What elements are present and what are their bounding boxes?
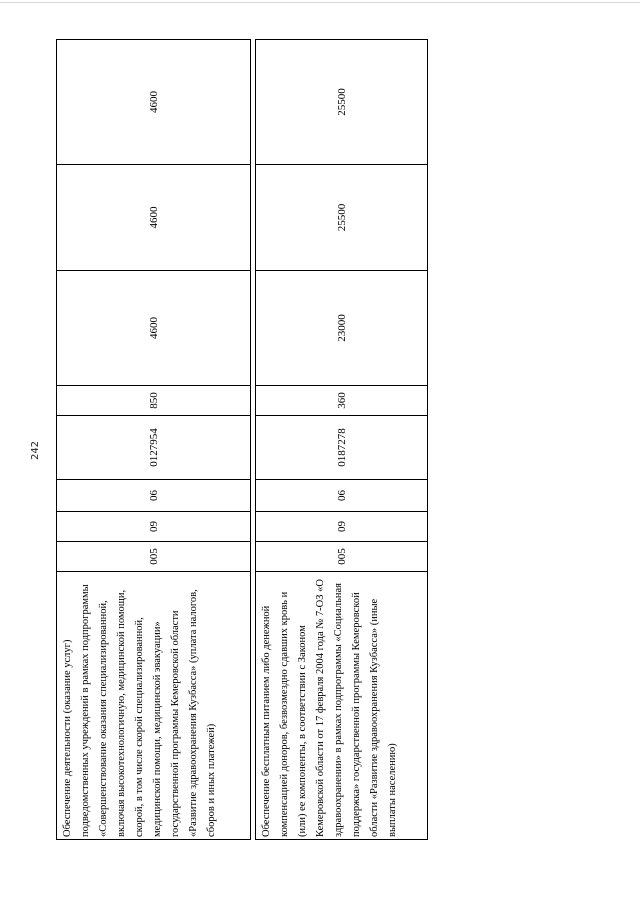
subsection-code: 06 xyxy=(57,480,251,512)
scan-edge-line xyxy=(0,2,640,3)
row-description: Обеспечение бесплатным питанием либо денежной компенсацией доноров, безвозмездно сдавших кровь и (или) ее компоненты, в соответствии с Законом Кемеровской области от 17 февраля 2004 года № 7-ОЗ «О здравоохранении» в рамках подпрограммы «Социальная поддержка» государственной программы Кемеровской области «Развитие здравоохранения Кузбасса» (иные выплаты населению) xyxy=(256,572,428,840)
amount-year-3: 4600 xyxy=(57,40,251,165)
expense-type-code: 360 xyxy=(256,386,428,416)
page-number-text: 242 xyxy=(30,440,42,460)
ministry-code: 005 xyxy=(256,542,428,572)
table-row xyxy=(256,40,428,840)
budget-table xyxy=(56,39,428,840)
amount-year-3: 25500 xyxy=(256,40,428,165)
section-code: 09 xyxy=(256,512,428,542)
amount-year-2: 4600 xyxy=(57,165,251,271)
amount-year-1: 4600 xyxy=(57,271,251,386)
amount-year-2: 25500 xyxy=(256,165,428,271)
amount-year-1: 23000 xyxy=(256,271,428,386)
expense-type-code: 850 xyxy=(57,386,251,416)
subsection-code: 06 xyxy=(256,480,428,512)
target-article-code: 0187278 xyxy=(256,416,428,480)
ministry-code: 005 xyxy=(57,542,251,572)
row-description: Обеспечение деятельности (оказание услуг) подведомственных учреждений в рамках подпрограммы «Совершенствование оказания специализированной, включая высокотехнологичную, медицинской помощи, скорой, в том числе скорой специализированной, медицинской помощи, медицинской эвакуации» государственной программы Кемеровской области «Развитие здравоохранения Кузбасса» (уплата налогов, сборов и иных платежей) xyxy=(57,572,251,840)
page-number xyxy=(28,440,44,460)
section-code: 09 xyxy=(57,512,251,542)
target-article-code: 0127954 xyxy=(57,416,251,480)
rotated-table-container xyxy=(56,40,426,840)
table-row xyxy=(57,40,251,840)
